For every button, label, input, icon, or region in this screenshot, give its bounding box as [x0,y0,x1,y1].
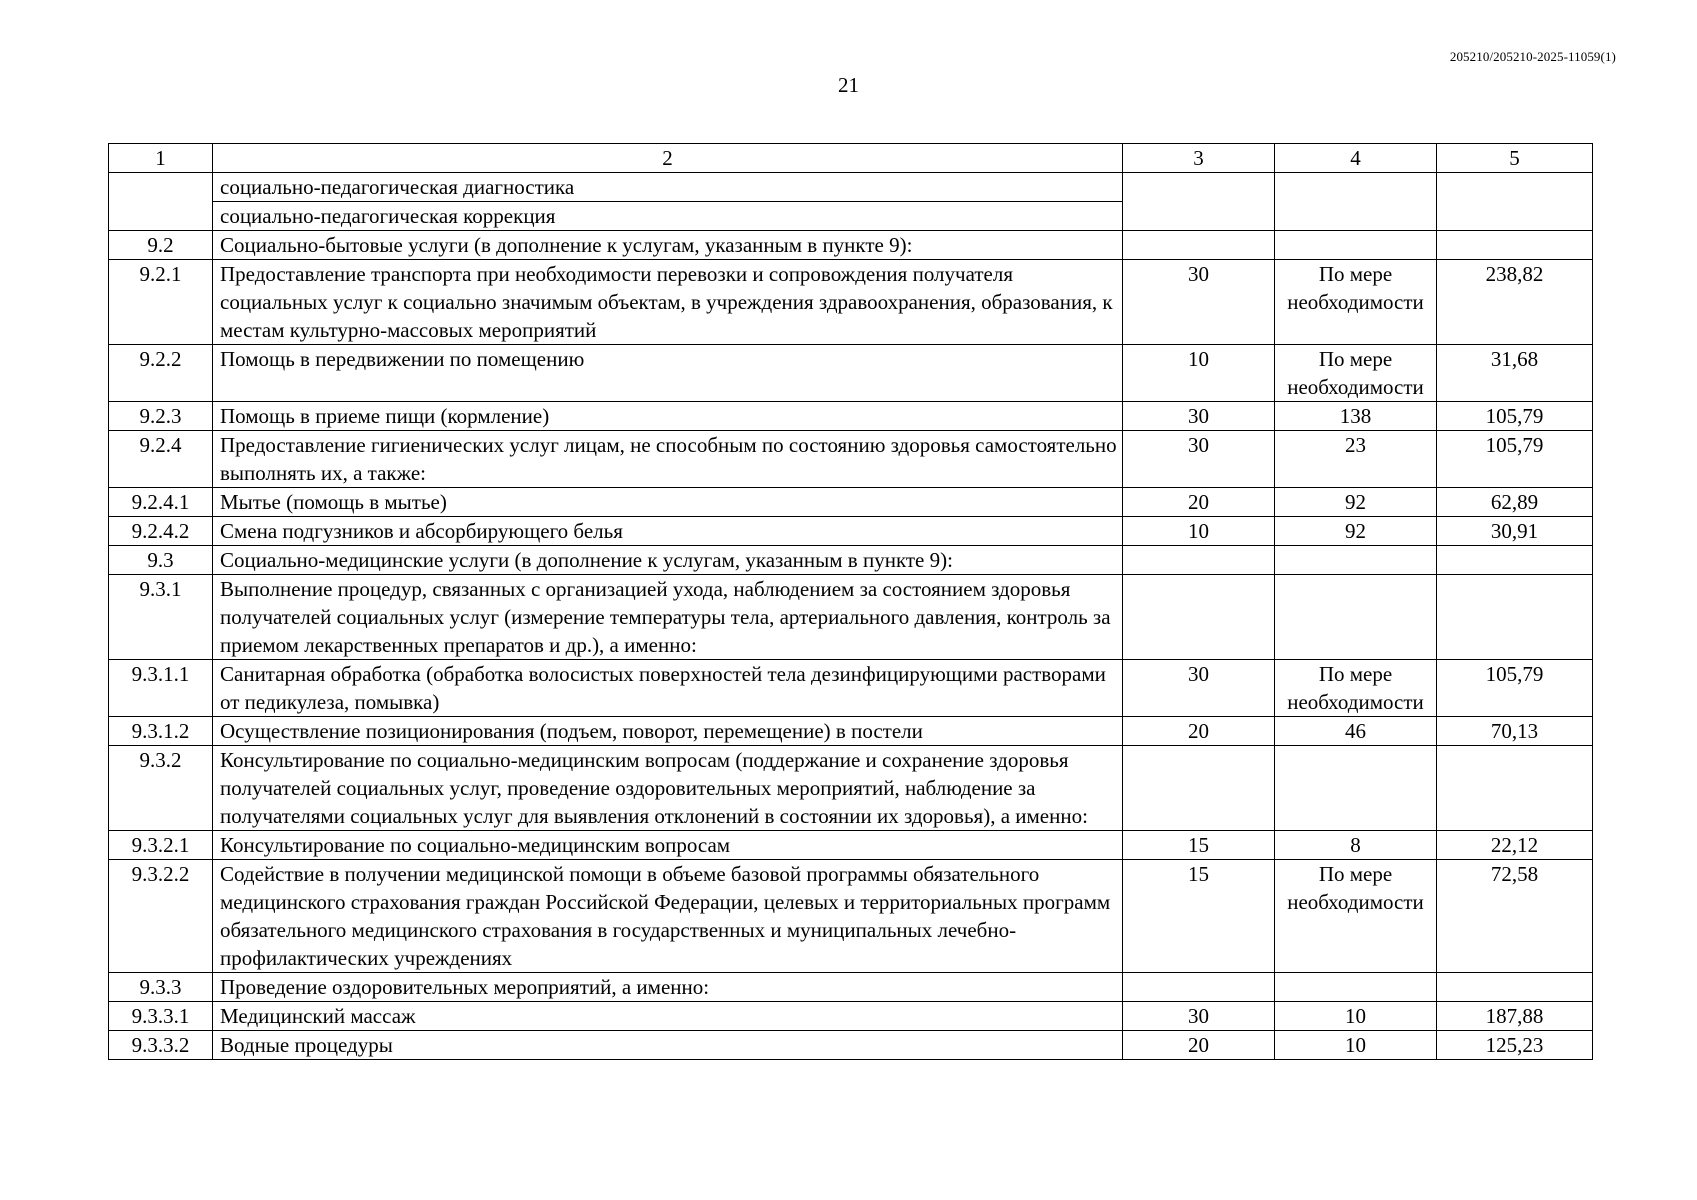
row-col3-cell: 30 [1123,402,1275,431]
row-col4-cell: По мере необходимости [1275,345,1437,402]
row-text-cell: Предоставление транспорта при необходимости перевозки и сопровождения получателя социальных услуг к социально значимым объектам, в учреждения здравоохранения, образования, к местам культурно-массовых мероприятий [213,260,1123,345]
row-number-cell: 9.2.4.1 [109,488,213,517]
row-text-cell: Выполнение процедур, связанных с организацией ухода, наблюдением за состоянием здоровья получателей социальных услуг (измерение температуры тела, артериального давления, контроль за приемом лекарственных препаратов и др.), а именно: [213,575,1123,660]
row-col4-cell: По мере необходимости [1275,860,1437,973]
table-row [109,860,1593,973]
row-text-cell: Водные процедуры [213,1031,1123,1060]
row-number-cell: 9.3.1.1 [109,660,213,717]
row-text-cell: Проведение оздоровительных мероприятий, а именно: [213,973,1123,1002]
row-col4-cell: 23 [1275,431,1437,488]
header-cell: 2 [213,144,1123,173]
row-number-cell: 9.3.3.1 [109,1002,213,1031]
header-cell: 5 [1437,144,1593,173]
header-cell: 1 [109,144,213,173]
row-text-cell: Медицинский массаж [213,1002,1123,1031]
row-number-cell: 9.3 [109,546,213,575]
table-row [109,231,1593,260]
page-number: 21 [838,73,859,97]
row-text-cell: Социально-медицинские услуги (в дополнение к услугам, указанным в пункте 9): [213,546,1123,575]
row-number-cell: 9.2.4.2 [109,517,213,546]
row-col5-cell [1437,546,1593,575]
row-number-cell: 9.2.1 [109,260,213,345]
row-col3-cell: 20 [1123,1031,1275,1060]
row-col5-cell: 105,79 [1437,431,1593,488]
row-text-cell: Содействие в получении медицинской помощи в объеме базовой программы обязательного медицинского страхования граждан Российской Федерации, целевых и территориальных программ обязательного медицинского страхования в государственных и муниципальных лечебно-профилактических учреждениях [213,860,1123,973]
table-row [109,402,1593,431]
row-col5-cell [1437,973,1593,1002]
table-row [109,660,1593,717]
row-col4-cell: По мере необходимости [1275,260,1437,345]
table-row [109,831,1593,860]
row-col5-cell: 72,58 [1437,860,1593,973]
row-col5-cell: 31,68 [1437,345,1593,402]
row-number-cell: 9.3.3.2 [109,1031,213,1060]
row-col3-cell: 20 [1123,488,1275,517]
row-number-cell: 9.3.2.1 [109,831,213,860]
table-row [109,575,1593,660]
row-col4-cell [1275,575,1437,660]
table-row [109,717,1593,746]
row-number-cell: 9.3.2 [109,746,213,831]
row-col3-cell: 15 [1123,860,1275,973]
header-cell: 4 [1275,144,1437,173]
row-col3-cell: 30 [1123,660,1275,717]
table-row [109,431,1593,488]
table-row [109,345,1593,402]
row-col4-cell [1275,173,1437,231]
row-col5-cell: 62,89 [1437,488,1593,517]
row-col4-cell: 8 [1275,831,1437,860]
table-row [109,746,1593,831]
row-text-cell: Помощь в передвижении по помещению [213,345,1123,402]
row-number-cell [109,173,213,231]
row-col3-cell [1123,973,1275,1002]
row-text-cell [213,173,1123,231]
row-number-cell: 9.2.2 [109,345,213,402]
row-col3-cell: 30 [1123,431,1275,488]
table-row [109,1031,1593,1060]
row-col3-cell: 30 [1123,1002,1275,1031]
row-col4-cell: 92 [1275,488,1437,517]
row-number-cell: 9.3.1 [109,575,213,660]
row-col5-cell [1437,231,1593,260]
row-number-cell: 9.2.4 [109,431,213,488]
row-col3-cell [1123,546,1275,575]
row-number-cell: 9.2.3 [109,402,213,431]
row-col3-cell [1123,575,1275,660]
row-text-cell: Социально-бытовые услуги (в дополнение к услугам, указанным в пункте 9): [213,231,1123,260]
row-col5-cell: 105,79 [1437,402,1593,431]
row-col5-cell [1437,173,1593,231]
sub-item-line: социально-педагогическая диагностика [213,173,1122,202]
table-row-continued [109,173,1593,231]
row-col5-cell: 30,91 [1437,517,1593,546]
row-col3-cell [1123,746,1275,831]
row-col4-cell [1275,746,1437,831]
row-col4-cell: 46 [1275,717,1437,746]
row-col5-cell [1437,575,1593,660]
row-number-cell: 9.2 [109,231,213,260]
header-cell: 3 [1123,144,1275,173]
row-col4-cell: 10 [1275,1031,1437,1060]
row-col4-cell [1275,231,1437,260]
table-row [109,488,1593,517]
row-col3-cell: 10 [1123,345,1275,402]
table-header-row [109,144,1593,173]
row-col5-cell: 238,82 [1437,260,1593,345]
row-text-cell: Помощь в приеме пищи (кормление) [213,402,1123,431]
row-number-cell: 9.3.3 [109,973,213,1002]
table-row [109,1002,1593,1031]
row-text-cell: Мытье (помощь в мытье) [213,488,1123,517]
table-row [109,546,1593,575]
table-row [109,517,1593,546]
row-col3-cell: 20 [1123,717,1275,746]
row-col3-cell: 30 [1123,260,1275,345]
row-col3-cell: 15 [1123,831,1275,860]
row-col5-cell [1437,746,1593,831]
row-col3-cell [1123,173,1275,231]
row-col5-cell: 70,13 [1437,717,1593,746]
row-col5-cell: 125,23 [1437,1031,1593,1060]
row-col4-cell: По мере необходимости [1275,660,1437,717]
row-col3-cell: 10 [1123,517,1275,546]
row-col5-cell: 105,79 [1437,660,1593,717]
row-text-cell: Санитарная обработка (обработка волосистых поверхностей тела дезинфицирующими растворами от педикулеза, помывка) [213,660,1123,717]
table-row [109,260,1593,345]
row-col5-cell: 22,12 [1437,831,1593,860]
row-col3-cell [1123,231,1275,260]
document-id: 205210/205210-2025-11059(1) [1449,49,1616,64]
row-col5-cell: 187,88 [1437,1002,1593,1031]
row-text-cell: Консультирование по социально-медицинским вопросам [213,831,1123,860]
row-text-cell: Консультирование по социально-медицинским вопросам (поддержание и сохранение здоровья получателей социальных услуг, проведение оздоровительных мероприятий, наблюдение за получателями социальных услуг для выявления отклонений в состоянии их здоровья), а именно: [213,746,1123,831]
row-col4-cell: 138 [1275,402,1437,431]
row-col4-cell [1275,546,1437,575]
row-text-cell: Осуществление позиционирования (подъем, поворот, перемещение) в постели [213,717,1123,746]
table-row [109,973,1593,1002]
row-text-cell: Смена подгузников и абсорбирующего белья [213,517,1123,546]
row-col4-cell [1275,973,1437,1002]
services-table [108,143,1593,1060]
row-col4-cell: 92 [1275,517,1437,546]
row-text-cell: Предоставление гигиенических услуг лицам, не способным по состоянию здоровья самостоятельно выполнять их, а также: [213,431,1123,488]
row-number-cell: 9.3.1.2 [109,717,213,746]
sub-item-line: социально-педагогическая коррекция [220,204,556,228]
row-number-cell: 9.3.2.2 [109,860,213,973]
row-col4-cell: 10 [1275,1002,1437,1031]
